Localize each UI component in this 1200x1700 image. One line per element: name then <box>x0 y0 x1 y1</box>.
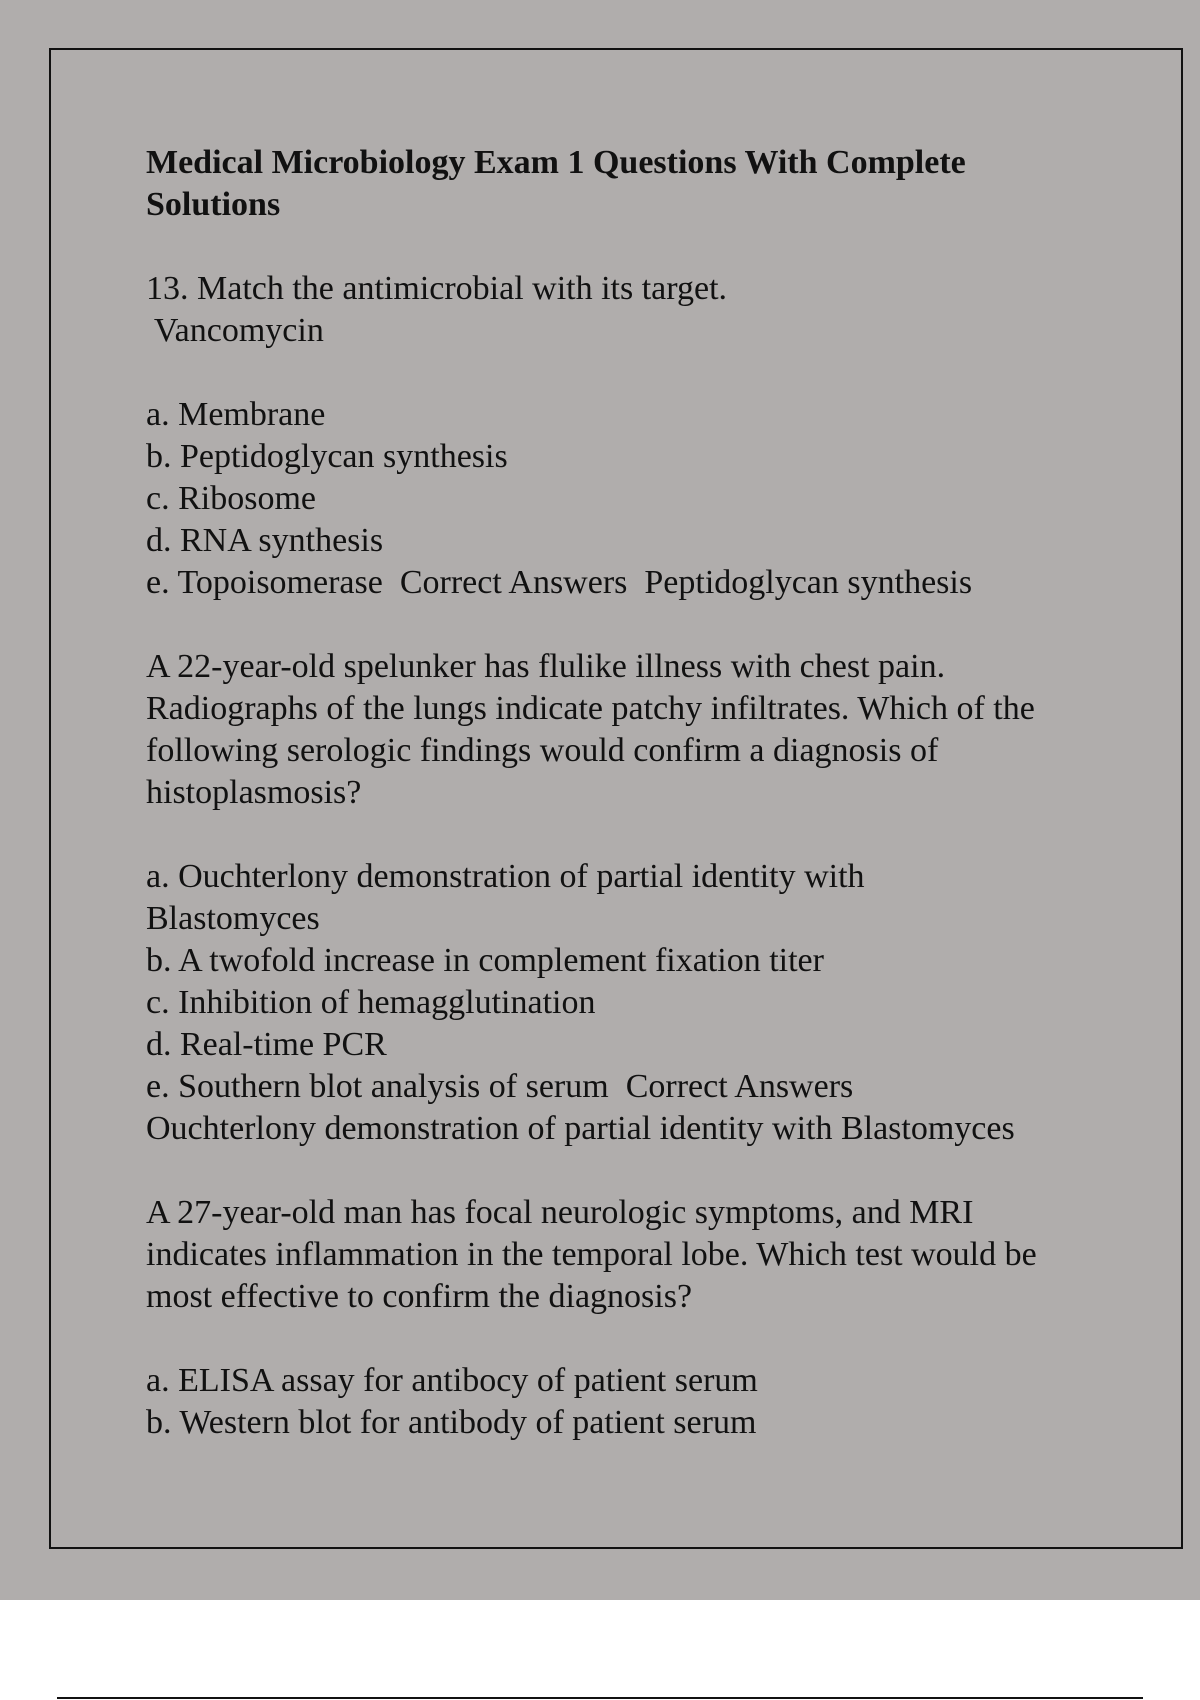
option-e: e. Southern blot analysis of serum Correct Answers <box>146 1068 854 1105</box>
question-2-options <box>146 856 1096 1150</box>
question-1-subject: Vancomycin <box>146 312 324 349</box>
question-1 <box>146 268 1096 352</box>
option-a: a. Ouchterlony demonstration of partial identity with Blastomyces <box>146 858 865 937</box>
option-a: a. Membrane <box>146 396 326 433</box>
option-e-with-answer: e. Topoisomerase Correct Answers Peptidoglycan synthesis <box>146 564 973 601</box>
option-c: c. Inhibition of hemagglutination <box>146 984 596 1021</box>
option-d: d. RNA synthesis <box>146 522 384 559</box>
document-body <box>146 142 1096 1486</box>
option-d: d. Real-time PCR <box>146 1026 387 1063</box>
question-3 <box>146 1192 1096 1318</box>
option-b: b. Western blot for antibody of patient serum <box>146 1404 757 1441</box>
question-2-stem: A 22-year-old spelunker has flulike illness with chest pain. Radiographs of the lungs indicate patchy infiltrates. Which of the following serologic findings would confirm a diagnosis of histoplasmosis? <box>146 648 1035 811</box>
option-b: b. A twofold increase in complement fixation titer <box>146 942 824 979</box>
question-2 <box>146 646 1096 814</box>
correct-answer: Ouchterlony demonstration of partial identity with Blastomyces <box>146 1110 1015 1147</box>
option-c: c. Ribosome <box>146 480 316 517</box>
question-1-stem: 13. Match the antimicrobial with its target. <box>146 270 728 307</box>
question-1-options <box>146 394 1096 604</box>
document-title: Medical Microbiology Exam 1 Questions With Complete Solutions <box>146 144 966 223</box>
bottom-divider <box>57 1697 1143 1699</box>
question-3-stem: A 27-year-old man has focal neurologic symptoms, and MRI indicates inflammation in the temporal lobe. Which test would be most effective to confirm the diagnosis? <box>146 1194 1037 1315</box>
option-b: b. Peptidoglycan synthesis <box>146 438 508 475</box>
option-a: a. ELISA assay for antibocy of patient serum <box>146 1362 758 1399</box>
question-3-options <box>146 1360 1096 1444</box>
